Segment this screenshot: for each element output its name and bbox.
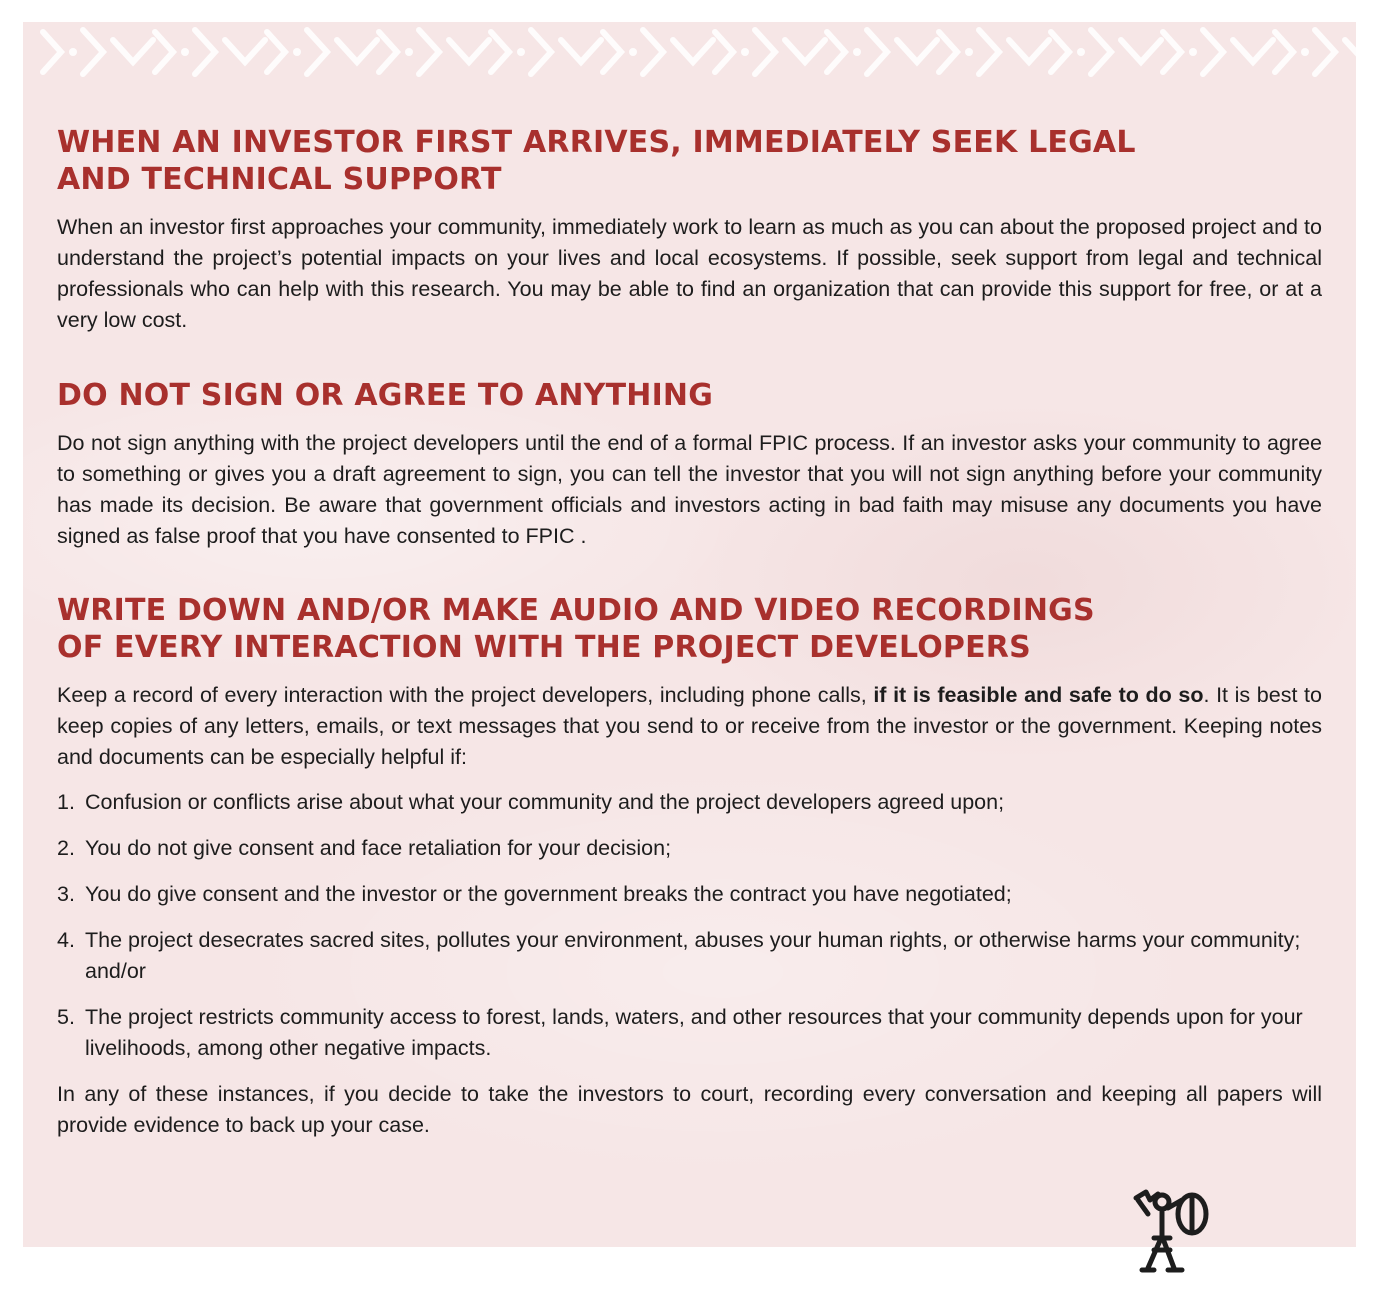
- pattern-dot: [293, 48, 301, 56]
- pattern-dot: [1189, 48, 1197, 56]
- list-item: [57, 1002, 1322, 1064]
- decorative-pattern-icon: [23, 22, 1356, 92]
- pattern-dot: [405, 48, 413, 56]
- pattern-motif: [379, 30, 489, 74]
- pattern-motif: [1163, 30, 1273, 74]
- list-item: [57, 787, 1322, 818]
- pattern-dot: [853, 48, 861, 56]
- figure-with-shield-logo-icon: [1128, 1186, 1218, 1276]
- pattern-motif: [1051, 30, 1161, 74]
- pattern-dot: [741, 48, 749, 56]
- heading-line: OF EVERY INTERACTION WITH THE PROJECT DEVELOPERS: [57, 630, 1031, 665]
- list-item: [57, 879, 1322, 910]
- list-text: The project desecrates sacred sites, pollutes your environment, abuses your human rights, or otherwise harms your community; and/or: [85, 928, 1301, 983]
- section-heading-seek-support: [57, 124, 1322, 198]
- body-text: Keep a record of every interaction with the project developers, including phone calls,: [57, 683, 874, 707]
- heading-line: DO NOT SIGN OR AGREE TO ANYTHING: [57, 378, 714, 413]
- body-emphasis: if it is feasible and safe to do so: [873, 683, 1204, 707]
- section-heading-record-interactions: [57, 592, 1322, 666]
- list-text: You do not give consent and face retaliation for your decision;: [85, 836, 672, 860]
- pattern-motif: [939, 30, 1049, 74]
- section-heading-do-not-sign: [57, 377, 1322, 414]
- pattern-dot: [1077, 48, 1085, 56]
- pattern-dot: [1301, 48, 1309, 56]
- closing-paragraph: In any of these instances, if you decide to take the investors to court, recording every conversation and keeping all papers will provide evidence to back up your case.: [57, 1082, 1322, 1137]
- pattern-dot: [629, 48, 637, 56]
- pattern-dot: [517, 48, 525, 56]
- pattern-motif: [491, 30, 601, 74]
- list-item: [57, 833, 1322, 864]
- list-text: Confusion or conflicts arise about what your community and the project developers agreed upon;: [85, 790, 1005, 814]
- list-number: 4.: [57, 928, 75, 952]
- content-panel: [23, 22, 1356, 1247]
- pattern-dot: [181, 48, 189, 56]
- section-body-seek-support: When an investor first approaches your community, immediately work to learn as much as you can about the proposed project and to understand the project’s potential impacts on your lives and local ecosystems. If possible, seek support from legal and technical professionals who can help with this research. You may be able to find an organization that can provide this support for free, or at a very low cost.: [57, 215, 1322, 332]
- numbered-list: [57, 787, 1322, 1064]
- heading-line: WHEN AN INVESTOR FIRST ARRIVES, IMMEDIATELY SEEK LEGAL: [57, 125, 1136, 160]
- list-number: 3.: [57, 882, 75, 906]
- heading-line: WRITE DOWN AND/OR MAKE AUDIO AND VIDEO RECORDINGS: [57, 593, 1095, 628]
- list-number: 1.: [57, 790, 75, 814]
- pattern-motif: [1275, 30, 1356, 74]
- pattern-dot: [69, 48, 77, 56]
- list-text: The project restricts community access to forest, lands, waters, and other resources that your community depends upon for your livelihoods, among other negative impacts.: [85, 1005, 1303, 1060]
- main-content: [57, 124, 1322, 1141]
- pattern-motif: [155, 30, 265, 74]
- list-text: You do give consent and the investor or the government breaks the contract you have negotiated;: [85, 882, 1012, 906]
- pattern-motif: [267, 30, 377, 74]
- body-text: . It is best to keep copies of any letters, emails, or text messages that you send to or receive from the investor or the government. Keeping notes and documents can be especially helpful if:: [57, 683, 1322, 769]
- list-item: [57, 925, 1322, 987]
- list-number: 5.: [57, 1005, 75, 1029]
- pattern-motif: [827, 30, 937, 74]
- section-body-do-not-sign: Do not sign anything with the project developers until the end of a formal FPIC process. If an investor asks your community to agree to something or gives you a draft agreement to sign, you can tell the investor that you will not sign anything before your community has made its decision. Be aware that government officials and investors acting in bad faith may misuse any documents you have signed as false proof that you have consented to FPIC .: [57, 431, 1322, 548]
- heading-line: AND TECHNICAL SUPPORT: [57, 162, 502, 197]
- pattern-motif: [603, 30, 713, 74]
- pattern-motif: [43, 30, 153, 74]
- pattern-motif: [715, 30, 825, 74]
- list-number: 2.: [57, 836, 75, 860]
- pattern-dot: [965, 48, 973, 56]
- section-body-record-interactions: [57, 680, 1322, 773]
